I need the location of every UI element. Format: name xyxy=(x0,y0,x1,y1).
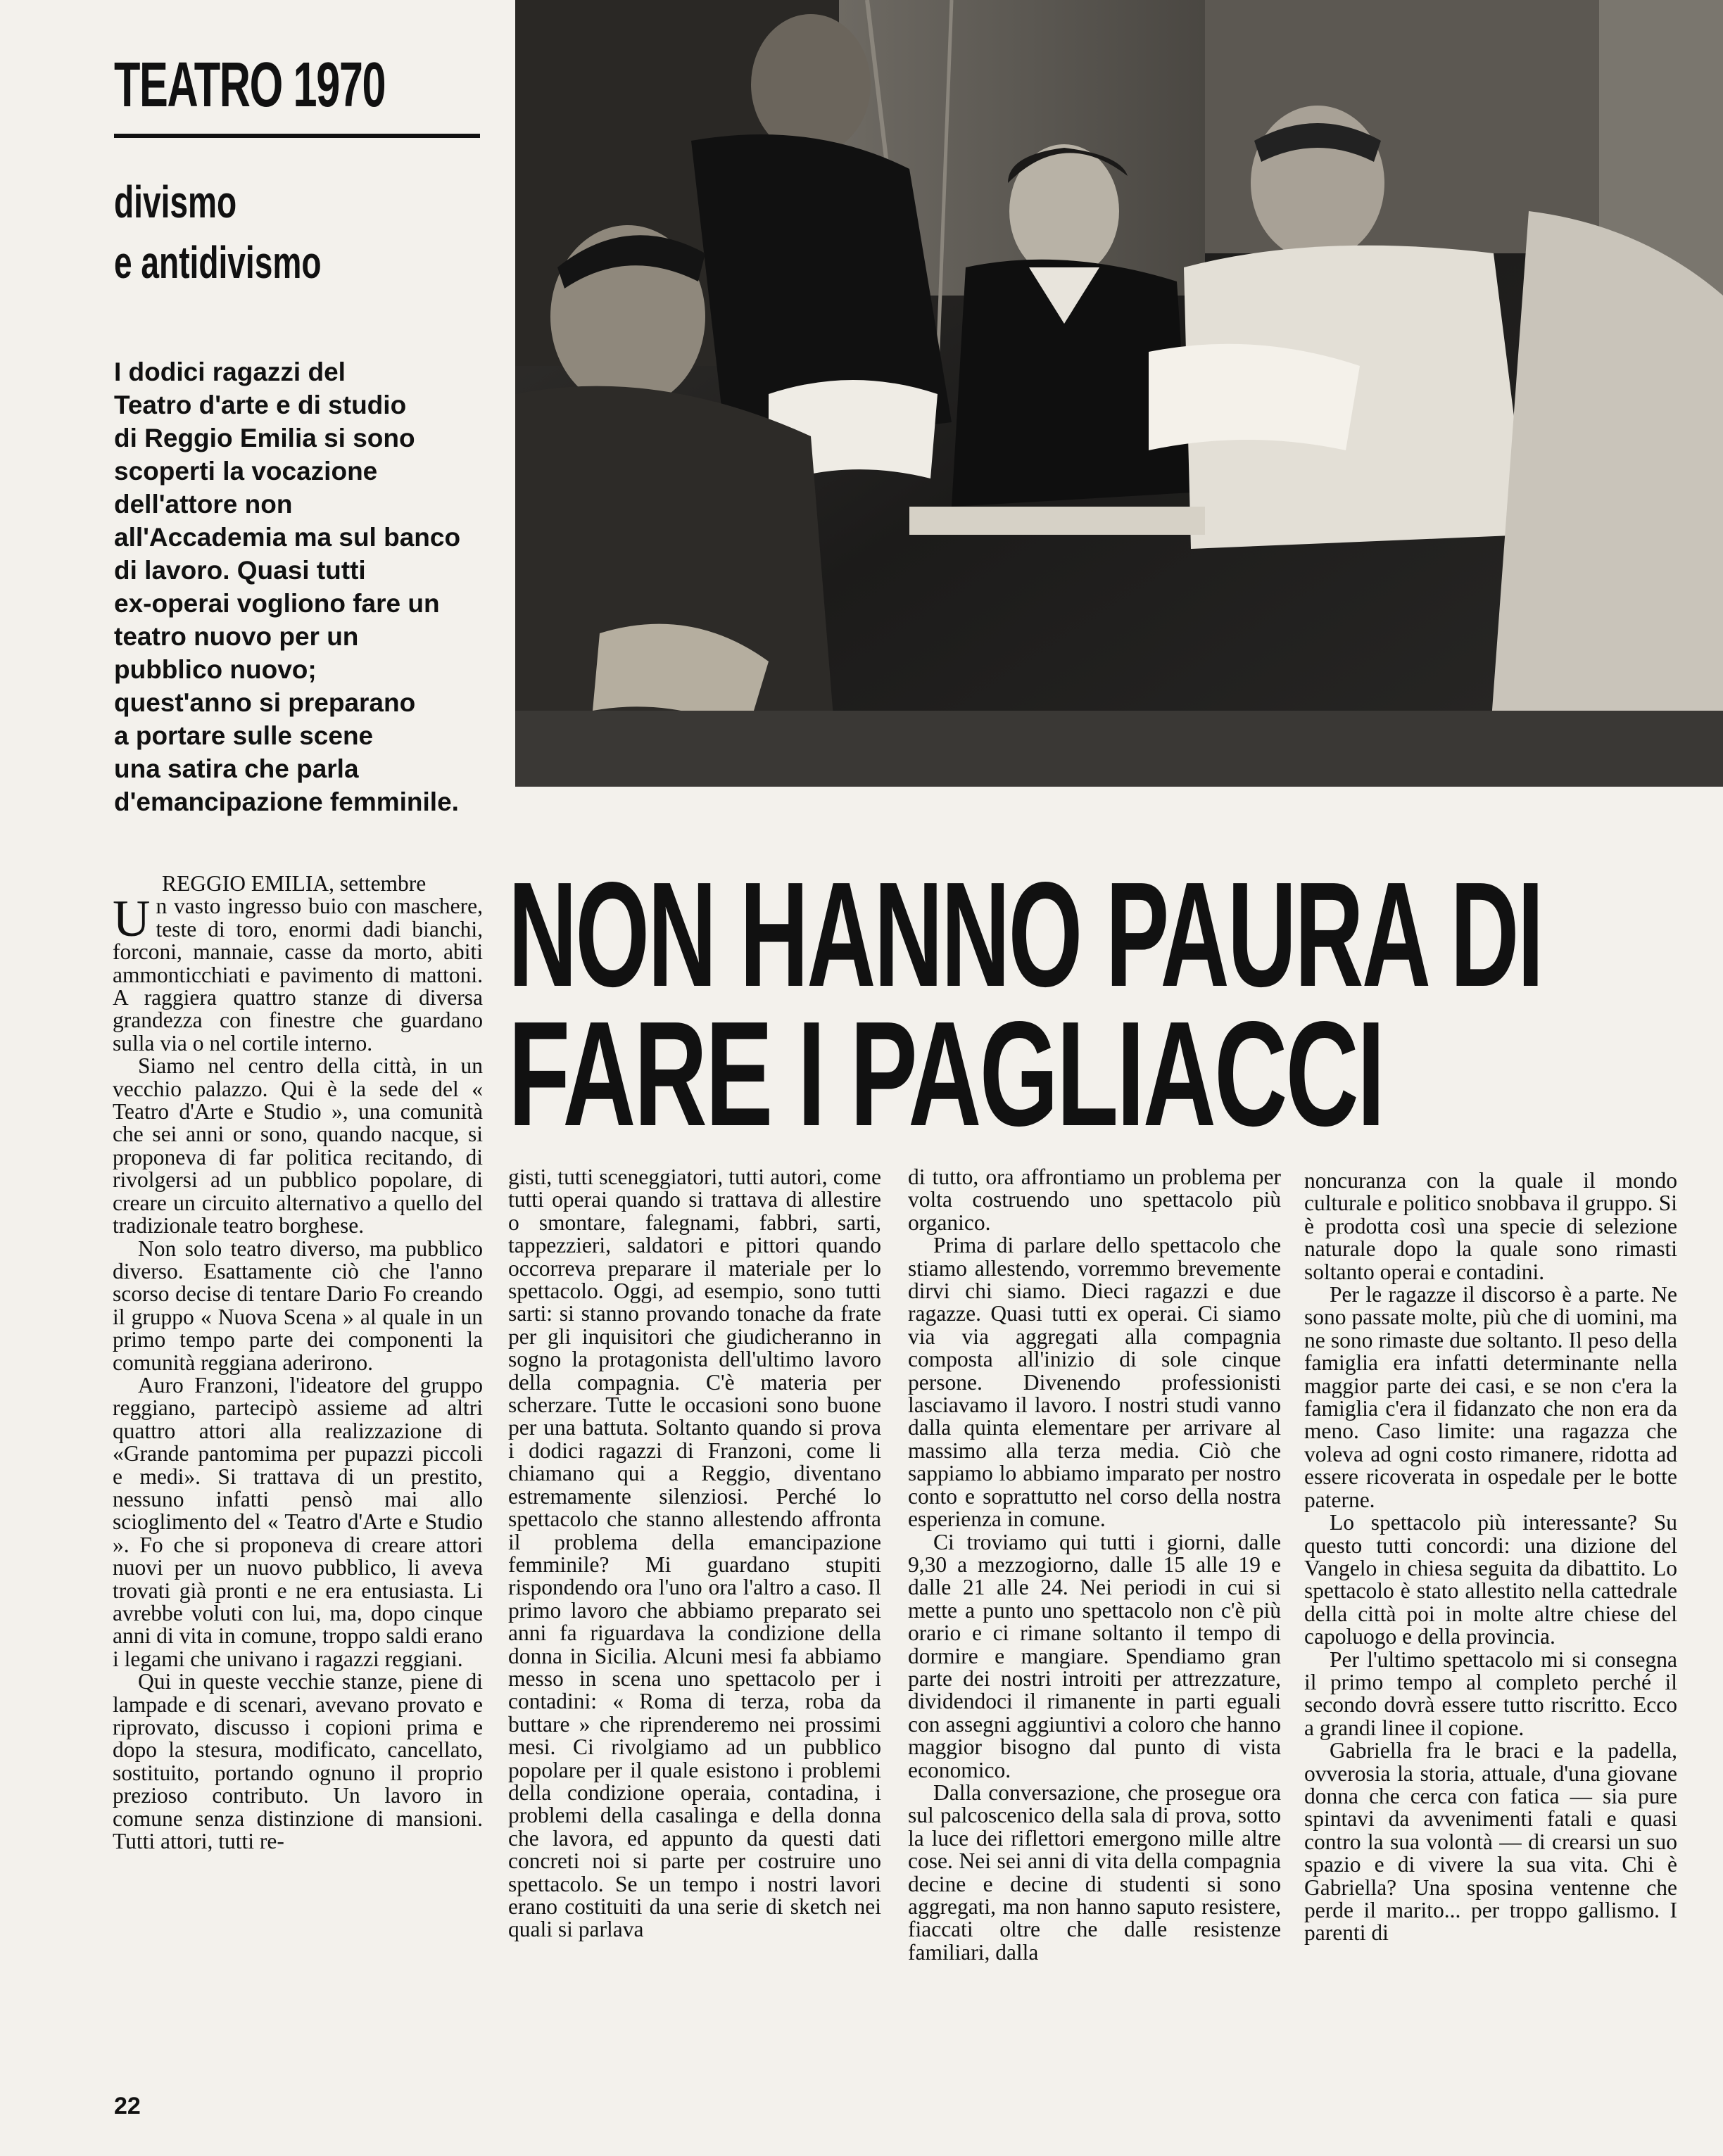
standfirst-line: di Reggio Emilia si sono xyxy=(114,424,415,452)
paragraph: Dalla conversazione, che prosegue ora sul palcoscenico della sala di prova, sotto la luce dei riflettori emergono mille altre cose. Nei sei anni di vita della compagnia decine e decine di studenti si sono aggregati, ma non hanno saputo resistere, fiaccati oltre che dalle resistenze familiari, dalla xyxy=(908,1780,1281,1965)
page-number: 22 xyxy=(114,2093,141,2119)
paragraph: Siamo nel centro della città, in un vecchio palazzo. Qui è la sede del « Teatro d'Arte e Studio », una comunità che sei anni or sono, quando nacque, si proponeva di far politica recitando, di rivolgersi ad un pubblico popolare, di creare un circuito alternativo a quello del tradizionale teatro borghese. xyxy=(113,1053,483,1238)
standfirst-line: una satira che parla xyxy=(114,754,359,783)
standfirst-line: scoperti la vocazione xyxy=(114,457,378,486)
article-column-2 xyxy=(508,1166,881,1941)
paragraph: Auro Franzoni, l'ideatore del gruppo reggiano, partecipò assieme ad altri quattro attori alla realizzazione di «Grande pantomima per pupazzi piccoli e medi». Si trattava di un prestito, nessuno infatti pensò mai allo scioglimento del « Teatro d'Arte e Studio ». Fo che si proponeva di creare attori nuovi per un nuovo pubblico, li aveva trovati già pronti e ne era entusiasta. Li avrebbe voluti con lui, ma, dopo cinque anni di vita in comune, troppo saldi erano i legami che univano i ragazzi reggiani. xyxy=(113,1372,483,1671)
standfirst-line: a portare sulle scene xyxy=(114,721,374,750)
standfirst-line: all'Accademia ma sul banco xyxy=(114,523,461,552)
standfirst-line: teatro nuovo per un xyxy=(114,622,359,651)
paragraph: Ci troviamo qui tutti i giorni, dalle 9,30 a mezzogiorno, dalle 15 alle 19 e dalle 21 alle 24. Nei periodi in cui si mette a punto uno spettacolo non c'è più orario e ci rimane soltanto il tempo di dormire e mangiare. Spendiamo gran parte dei nostri introiti per attrezzature, dividendoci il rimanente in parti eguali con assegni aggiuntivi a coloro che hanno maggior bisogno dal punto di vista economico. xyxy=(908,1529,1281,1782)
article-column-4 xyxy=(1304,1169,1677,1945)
subtitle-line-1: divismo xyxy=(114,177,237,227)
standfirst-line: d'emancipazione femminile. xyxy=(114,787,459,816)
standfirst-line: pubblico nuovo; xyxy=(114,655,317,684)
standfirst-line: Teatro d'arte e di studio xyxy=(114,391,407,419)
paragraph: Per le ragazze il discorso è a parte. Ne sono passate molte, più che di uomini, ma ne sono rimaste due soltanto. Il peso della famiglia era infatti determinante nella maggior parte dei casi, e se non c'era la famiglia c'era il fidanzato che non era da meno. Caso limite: una ragazza che voleva ad ogni costo rimanere, ridotta ad essere ricoverata in ospedale per le botte paterne. xyxy=(1304,1282,1677,1512)
rehearsal-photo xyxy=(515,0,1723,787)
paragraph: gisti, tutti sceneggiatori, tutti autori, come tutti operai quando si trattava di allestire o smontare, falegnami, fabbri, sarti, tappezzieri, saldatori e pittori quando occorreva preparare il materiale per lo spettacolo. Oggi, ad esempio, sono tutti sarti: si stanno provando tonache da frate per gli inquisitori che giudicheranno in sogno la protagonista dell'ultimo lavoro della compagnia. C'è materia per scherzare. Tutte le occasioni sono buone per una battuta. Soltanto quando si prova i dodici ragazzi di Franzoni, come li chiamano qui a Reggio, diventano estremamente silenziosi. Perché lo spettacolo che stanno allestendo affronta il problema della emancipazione femminile? Mi guardano stupiti rispondendo ora l'uno ora l'altro a caso. Il primo lavoro che abbiamo preparato sei anni fa riguardava la condizione della donna in Sicilia. Alcuni mesi fa abbiamo messo in scena uno spettacolo per i contadini: « Roma di terza, roba da buttare » che riprenderemo nei prossimi mesi. Ci rivolgiamo ad un pubblico popolare per il quale esistono i problemi della condizione operaia, contadina, i problemi della casalinga e della donna che lavora, ed appunto da questi dati concreti noi si parte per costruire uno spettacolo. Se un tempo i nostri lavori erano costituiti da una serie di sketch nei quali si parlava xyxy=(508,1165,881,1942)
headline-line-2: FARE I PAGLIACCI xyxy=(508,990,1384,1157)
kicker-rule xyxy=(114,134,480,138)
standfirst-line: I dodici ragazzi del xyxy=(114,357,346,386)
standfirst-line: quest'anno si preparano xyxy=(114,688,416,717)
paragraph: Prima di parlare dello spettacolo che stiamo allestendo, vorremmo brevemente dirvi chi siamo. Dieci ragazzi e due ragazze. Quasi tutti ex operai. Ci siamo via via aggregati alla compagnia composta all'inizio di sole cinque persone. Divenendo professionisti lasciavamo il lavoro. I nostri studi vanno dalla quinta elementare per arrivare al massimo alla terza media. Ciò che sappiamo lo abbiamo imparato per nostro conto e soprattutto nel corso della nostra esperienza in comune. xyxy=(908,1233,1281,1532)
subtitle-line-2: e antidivismo xyxy=(114,237,322,288)
headline-line-1: NON HANNO PAURA DI xyxy=(508,851,1542,1017)
paragraph: Qui in queste vecchie stanze, piene di lampade e di scenari, avevano provato e riprovato, discusso i copioni prima e dopo la stesura, modificato, cancellato, sostituito, portando ognuno il proprio prezioso contributo. Un lavoro in comune senza distinzione di mansioni. Tutti attori, tutti re- xyxy=(113,1669,483,1854)
article-column-1 xyxy=(113,873,483,1853)
section-kicker: TEATRO 1970 xyxy=(114,50,386,120)
paragraph: Per l'ultimo spettacolo mi si consegna il primo tempo al completo perché il secondo dovrà essere tutto riscritto. Ecco a grandi linee il copione. xyxy=(1304,1647,1677,1740)
paragraph: n vasto ingresso buio con maschere, teste di toro, enormi dadi bianchi, forconi, mannaie, casse da morto, abiti ammonticchiati e pavimento di mattoni. A raggiera quattro stanze di diversa grandezza con finestre che guardano sulla via o nel cortile interno. xyxy=(113,894,483,1055)
paragraph: Non solo teatro diverso, ma pubblico diverso. Esattamente ciò che l'anno scorso decise di tentare Dario Fo creando il gruppo « Nuova Scena » al quale in un primo tempo parte dei componenti la comunità reggiana aderirono. xyxy=(113,1236,483,1375)
standfirst-line: ex-operai vogliono fare un xyxy=(114,589,440,618)
paragraph: di tutto, ora affrontiamo un problema per volta costruendo uno spettacolo più organico. xyxy=(908,1165,1281,1235)
paragraph: Gabriella fra le braci e la padella, ovverosia la storia, attuale, d'una giovane donna che cerca con fatica — sia pure spintavi da avvenimenti fatali e quasi contro la sua volontà — di crearsi un suo spazio e di vivere la sua vita. Chi è Gabriella? Una sposina ventenne che perde il marito... per troppo gallismo. I parenti di xyxy=(1304,1738,1677,1946)
standfirst-line: di lavoro. Quasi tutti xyxy=(114,556,366,585)
paragraph: Lo spettacolo più interessante? Su questo tutti concordi: una dizione del Vangelo in chiesa seguita da dibattito. Lo spettacolo è stato allestito nella cattedrale della città poi in molte altre chiese del capoluogo e della provincia. xyxy=(1304,1510,1677,1649)
dateline: REGGIO EMILIA, settembre xyxy=(162,871,427,896)
paragraph: noncuranza con la quale il mondo culturale e politico snobbava il gruppo. Si è prodotta così una specie di selezione naturale dopo la quale sono rimasti soltanto operai e contadini. xyxy=(1304,1168,1677,1284)
drop-cap: U xyxy=(113,890,151,949)
article-column-3 xyxy=(908,1166,1281,1964)
standfirst xyxy=(114,355,508,818)
standfirst-line: dell'attore non xyxy=(114,490,293,519)
